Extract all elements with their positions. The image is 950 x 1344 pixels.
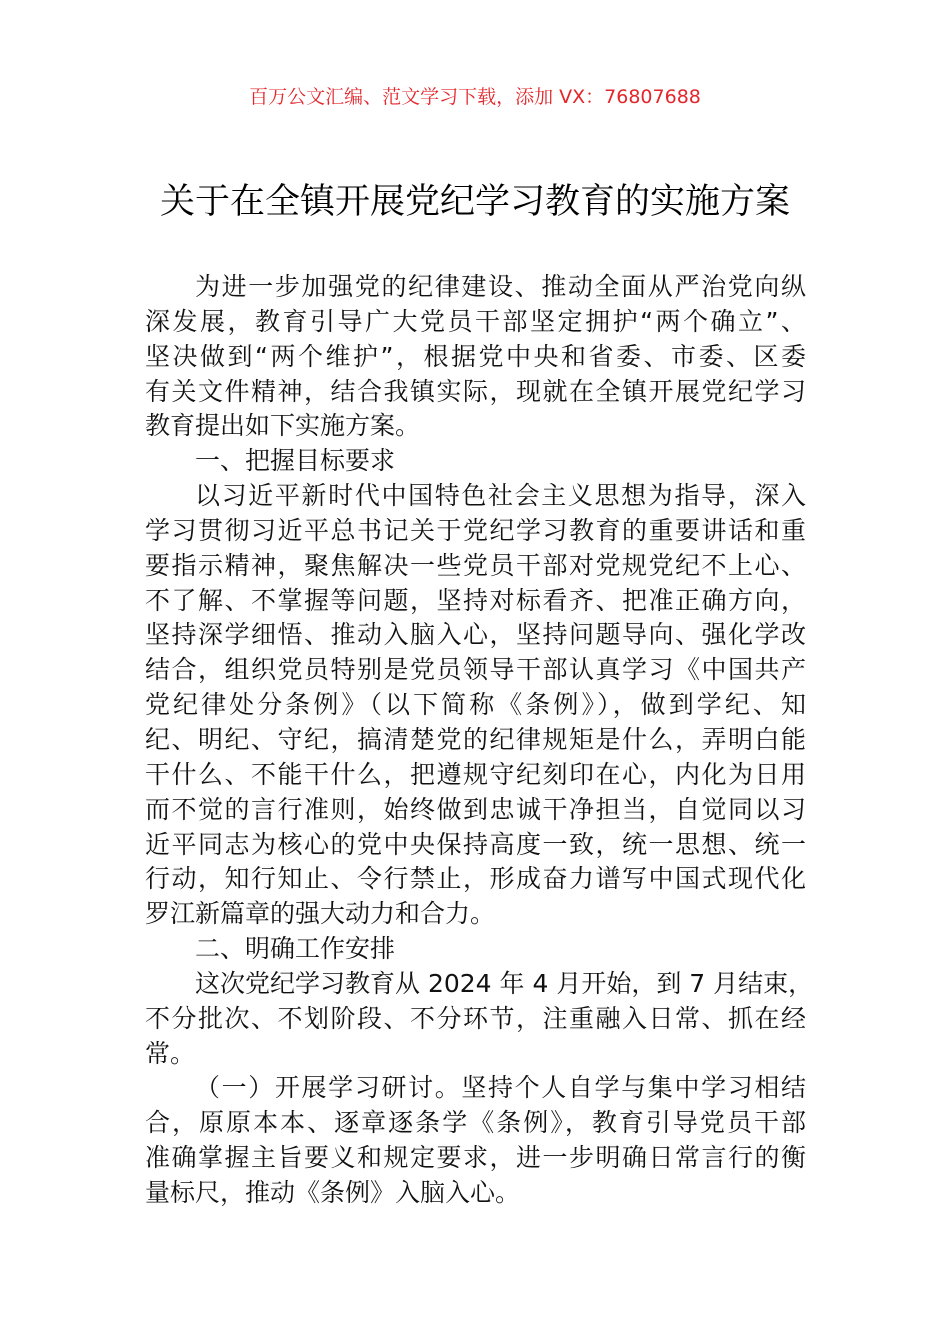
text-line: 有关文件精神，结合我镇实际，现就在全镇开展党纪学习 <box>145 376 806 406</box>
text-line: 干什么、不能干什么，把遵规守纪刻印在心，内化为日用 <box>145 759 806 789</box>
paragraph <box>145 270 806 444</box>
text-line: 要指示精神，聚焦解决一些党员干部对党规党纪不上心、 <box>145 550 806 580</box>
text-line: 教育提出如下实施方案。 <box>145 411 421 441</box>
text-line: 以习近平新时代中国特色社会主义思想为指导，深入 <box>195 481 806 511</box>
text-line: 近平同志为核心的党中央保持高度一致，统一思想、统一 <box>145 829 806 859</box>
paragraph <box>145 967 814 1072</box>
text-line: （一）开展学习研讨。坚持个人自学与集中学习相结 <box>195 1073 806 1103</box>
paragraph <box>145 479 806 932</box>
text-line: 准确掌握主旨要义和规定要求，进一步明确日常言行的衡 <box>145 1143 806 1173</box>
text-line: 坚持深学细悟、推动入脑入心，坚持问题导向、强化学改 <box>145 620 806 650</box>
text-line: 深发展，教育引导广大党员干部坚定拥护“两个确立”、 <box>145 306 806 336</box>
document-title: 关于在全镇开展党纪学习教育的实施方案 <box>159 182 790 222</box>
text-line: 一、把握目标要求 <box>195 446 396 476</box>
section-heading <box>145 932 806 967</box>
text-line: 党纪律处分条例》（以下简称《条例》），做到学纪、知 <box>145 690 806 720</box>
text-line: 二、明确工作安排 <box>195 934 396 964</box>
text-line: 不分批次、不划阶段、不分环节，注重融入日常、抓在经 <box>145 1003 806 1033</box>
text-line: 这次党纪学习教育从 2024 年 4 月开始，到 7 月结束， <box>195 968 814 998</box>
text-line: 不了解、不掌握等问题，坚持对标看齐、把准正确方向， <box>145 585 806 615</box>
watermark-banner: 百万公文汇编、范文学习下载，添加 VX：76807688 <box>249 86 701 108</box>
text-line: 行动，知行知止、令行禁止，形成奋力谱写中国式现代化 <box>145 864 806 894</box>
text-line: 结合，组织党员特别是党员领导干部认真学习《中国共产 <box>145 655 806 685</box>
text-line: 坚决做到“两个维护”，根据党中央和省委、市委、区委 <box>145 341 806 371</box>
text-line: 纪、明纪、守纪，搞清楚党的纪律规矩是什么，弄明白能 <box>145 724 806 754</box>
text-line: 学习贯彻习近平总书记关于党纪学习教育的重要讲话和重 <box>145 515 806 545</box>
text-line: 而不觉的言行准则，始终做到忠诚干净担当，自觉同以习 <box>145 794 806 824</box>
text-line: 罗江新篇章的强大动力和合力。 <box>145 899 496 929</box>
text-line: 常。 <box>145 1038 196 1068</box>
paragraph <box>145 1071 806 1210</box>
text-line: 量标尺，推动《条例》入脑入心。 <box>145 1177 521 1207</box>
text-line: 为进一步加强党的纪律建设、推动全面从严治党向纵 <box>195 272 806 301</box>
document-body <box>145 270 814 1211</box>
section-heading <box>145 444 806 479</box>
text-line: 合，原原本本、逐章逐条学《条例》，教育引导党员干部 <box>145 1108 806 1138</box>
